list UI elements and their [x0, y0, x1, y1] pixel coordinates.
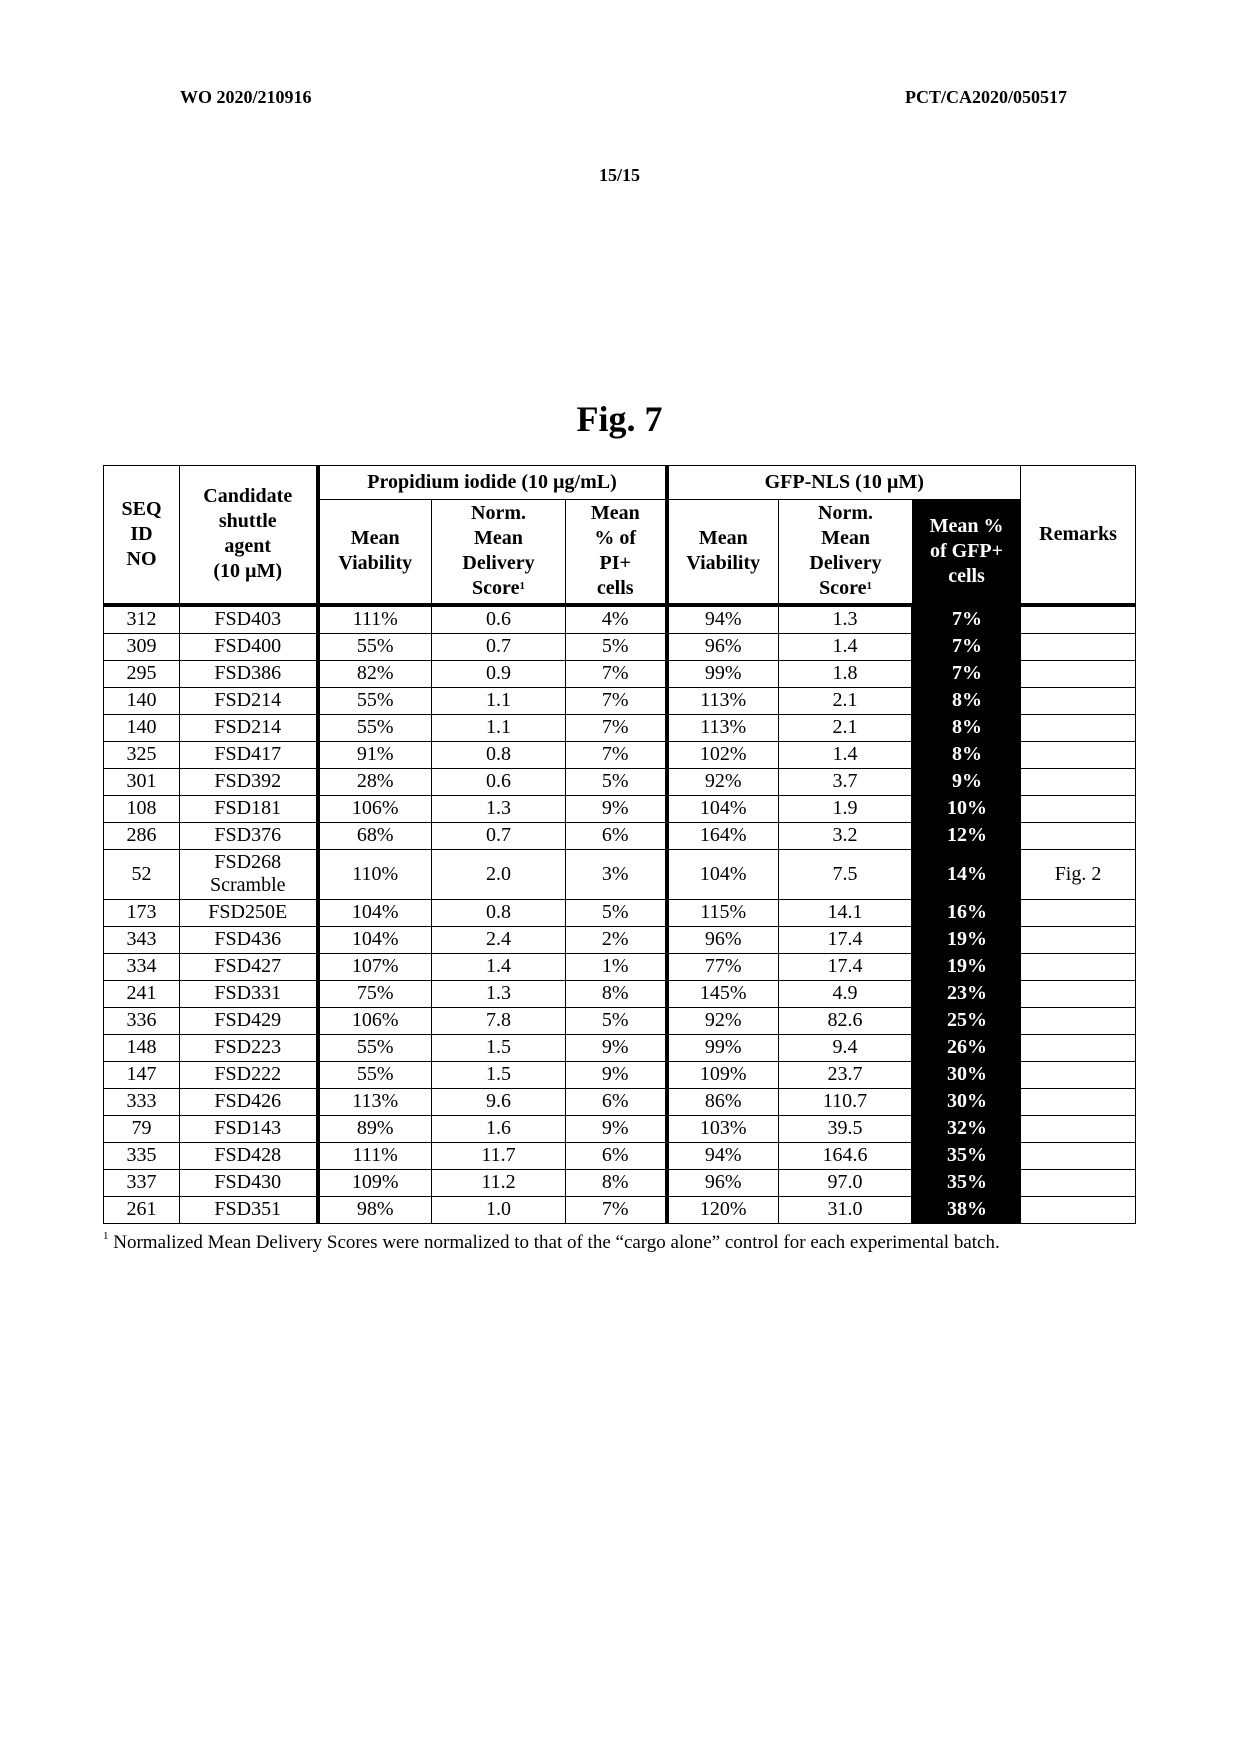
col-header-gfp-norm-score: [779, 500, 913, 605]
cell-seq-id: 309: [104, 633, 180, 660]
cell-pi-norm-score: 0.8: [432, 899, 566, 926]
cell-pi-mean-viability: 106%: [318, 795, 432, 822]
cell-agent: FSD351: [180, 1196, 318, 1223]
cell-pi-cells: 2%: [566, 926, 667, 953]
cell-pi-cells: 9%: [566, 1115, 667, 1142]
cell-gfp-norm-score: 3.2: [779, 822, 913, 849]
cell-gfp-mean-viability: 92%: [667, 768, 779, 795]
cell-pi-cells: 7%: [566, 1196, 667, 1223]
header-line: Mean: [350, 527, 400, 550]
cell-gfp-cells: 8%: [913, 741, 1021, 768]
header-line: Norm.: [471, 502, 526, 525]
cell-gfp-cells: 25%: [913, 1007, 1021, 1034]
cell-remarks: [1021, 1007, 1136, 1034]
header-line: Mean %: [929, 514, 1004, 537]
cell-pi-mean-viability: 107%: [318, 953, 432, 980]
col-header-gfp-mean-viability: [667, 500, 779, 605]
table-row: [104, 822, 1136, 849]
cell-gfp-cells: 32%: [913, 1115, 1021, 1142]
cell-gfp-norm-score: 1.8: [779, 660, 913, 687]
cell-gfp-mean-viability: 109%: [667, 1061, 779, 1088]
cell-pi-cells: 8%: [566, 1169, 667, 1196]
cell-gfp-cells: 35%: [913, 1142, 1021, 1169]
table-row: [104, 714, 1136, 741]
col-header-seq-line: ID: [130, 522, 153, 545]
cell-agent: FSD430: [180, 1169, 318, 1196]
cell-remarks: [1021, 899, 1136, 926]
cell-agent: FSD214: [180, 687, 318, 714]
cell-remarks: [1021, 1088, 1136, 1115]
table-row: [104, 795, 1136, 822]
cell-pi-cells: 6%: [566, 822, 667, 849]
cell-pi-mean-viability: 109%: [318, 1169, 432, 1196]
cell-pi-mean-viability: 55%: [318, 1034, 432, 1061]
cell-pi-cells: 5%: [566, 899, 667, 926]
cell-gfp-norm-score: 164.6: [779, 1142, 913, 1169]
cell-remarks: [1021, 1196, 1136, 1223]
cell-pi-mean-viability: 28%: [318, 768, 432, 795]
header-application-number: PCT/CA2020/050517: [905, 87, 1067, 107]
cell-pi-cells: 6%: [566, 1088, 667, 1115]
table-row: [104, 768, 1136, 795]
cell-seq-id: 261: [104, 1196, 180, 1223]
cell-pi-cells: 7%: [566, 660, 667, 687]
cell-gfp-cells: 7%: [913, 633, 1021, 660]
cell-gfp-cells: 8%: [913, 687, 1021, 714]
table-row: [104, 1061, 1136, 1088]
cell-seq-id: 173: [104, 899, 180, 926]
cell-remarks: [1021, 1142, 1136, 1169]
cell-pi-norm-score: 1.0: [432, 1196, 566, 1223]
cell-remarks: [1021, 714, 1136, 741]
cell-gfp-norm-score: 2.1: [779, 687, 913, 714]
table-row: [104, 1034, 1136, 1061]
cell-remarks: [1021, 1115, 1136, 1142]
cell-gfp-mean-viability: 113%: [667, 687, 779, 714]
cell-remarks: [1021, 953, 1136, 980]
cell-agent: FSD250E: [180, 899, 318, 926]
cell-pi-mean-viability: 55%: [318, 714, 432, 741]
cell-pi-mean-viability: 111%: [318, 1142, 432, 1169]
cell-remarks: Fig. 2: [1021, 849, 1136, 899]
cell-gfp-mean-viability: 96%: [667, 633, 779, 660]
cell-gfp-cells: 10%: [913, 795, 1021, 822]
cell-gfp-cells: 7%: [913, 605, 1021, 634]
col-header-agent-line: shuttle: [218, 510, 277, 533]
cell-gfp-cells: 12%: [913, 822, 1021, 849]
cell-pi-cells: 9%: [566, 1061, 667, 1088]
table-row: [104, 1142, 1136, 1169]
cell-agent: FSD428: [180, 1142, 318, 1169]
header-line: Mean: [698, 527, 748, 550]
cell-gfp-norm-score: 1.3: [779, 605, 913, 634]
cell-gfp-mean-viability: 103%: [667, 1115, 779, 1142]
cell-gfp-mean-viability: 96%: [667, 926, 779, 953]
header-line: [779, 576, 912, 601]
cell-pi-norm-score: 2.4: [432, 926, 566, 953]
cell-remarks: [1021, 605, 1136, 634]
cell-agent: FSD376: [180, 822, 318, 849]
cell-pi-mean-viability: 91%: [318, 741, 432, 768]
cell-agent: FSD436: [180, 926, 318, 953]
cell-pi-norm-score: 1.1: [432, 714, 566, 741]
cell-remarks: [1021, 980, 1136, 1007]
cell-agent: FSD143: [180, 1115, 318, 1142]
cell-gfp-mean-viability: 77%: [667, 953, 779, 980]
cell-agent: FSD417: [180, 741, 318, 768]
cell-pi-mean-viability: 55%: [318, 687, 432, 714]
header-publication-number: WO 2020/210916: [180, 87, 312, 107]
cell-remarks: [1021, 660, 1136, 687]
cell-seq-id: 79: [104, 1115, 180, 1142]
col-header-seq-line: SEQ: [121, 497, 162, 520]
header-line: % of: [594, 527, 637, 550]
cell-pi-norm-score: 9.6: [432, 1088, 566, 1115]
table-row: [104, 633, 1136, 660]
cell-seq-id: 337: [104, 1169, 180, 1196]
cell-pi-norm-score: 1.5: [432, 1034, 566, 1061]
header-line: Delivery: [462, 552, 535, 575]
cell-remarks: [1021, 633, 1136, 660]
cell-pi-norm-score: 1.6: [432, 1115, 566, 1142]
cell-pi-norm-score: 0.7: [432, 633, 566, 660]
footnote-text: Normalized Mean Delivery Scores were normalized to that of the “cargo alone” control for each experimental batch.: [108, 1232, 1000, 1253]
figure-title-text: Fig. 7: [576, 399, 663, 439]
header-line: PI+: [599, 552, 631, 575]
cell-pi-mean-viability: 55%: [318, 1061, 432, 1088]
header-line: of GFP+: [930, 539, 1004, 562]
cell-gfp-cells: 23%: [913, 980, 1021, 1007]
table-row: [104, 1007, 1136, 1034]
cell-agent: FSD214: [180, 714, 318, 741]
header-line: cells: [948, 564, 985, 587]
cell-gfp-norm-score: 97.0: [779, 1169, 913, 1196]
cell-pi-norm-score: 0.8: [432, 741, 566, 768]
cell-remarks: [1021, 1169, 1136, 1196]
data-table: [103, 465, 1136, 1224]
cell-gfp-mean-viability: 94%: [667, 1142, 779, 1169]
cell-pi-mean-viability: 82%: [318, 660, 432, 687]
header-line: cells: [596, 577, 634, 600]
col-header-pi-norm-score: [432, 500, 566, 605]
cell-pi-cells: 6%: [566, 1142, 667, 1169]
agent-line: Scramble: [209, 874, 286, 896]
cell-pi-mean-viability: 55%: [318, 633, 432, 660]
cell-seq-id: 335: [104, 1142, 180, 1169]
cell-gfp-norm-score: 17.4: [779, 926, 913, 953]
col-header-seq-id: [104, 466, 180, 605]
cell-agent: FSD223: [180, 1034, 318, 1061]
cell-agent: FSD181: [180, 795, 318, 822]
cell-pi-mean-viability: 104%: [318, 926, 432, 953]
cell-seq-id: 147: [104, 1061, 180, 1088]
cell-gfp-mean-viability: 94%: [667, 605, 779, 634]
cell-gfp-mean-viability: 102%: [667, 741, 779, 768]
cell-gfp-norm-score: 110.7: [779, 1088, 913, 1115]
cell-gfp-cells: 30%: [913, 1061, 1021, 1088]
cell-pi-mean-viability: 104%: [318, 899, 432, 926]
cell-seq-id: 140: [104, 714, 180, 741]
cell-pi-cells: 9%: [566, 1034, 667, 1061]
cell-gfp-mean-viability: 113%: [667, 714, 779, 741]
col-header-pi-cells: [566, 500, 667, 605]
cell-agent: FSD222: [180, 1061, 318, 1088]
cell-pi-cells: 4%: [566, 605, 667, 634]
cell-pi-norm-score: 1.4: [432, 953, 566, 980]
cell-seq-id: 108: [104, 795, 180, 822]
cell-gfp-mean-viability: 86%: [667, 1088, 779, 1115]
cell-pi-norm-score: 2.0: [432, 849, 566, 899]
col-header-pi-mean-viability: [318, 500, 432, 605]
cell-pi-cells: 7%: [566, 687, 667, 714]
cell-pi-norm-score: 1.5: [432, 1061, 566, 1088]
col-header-remarks: Remarks: [1021, 466, 1136, 605]
footnote: [103, 1232, 1143, 1254]
header-line: Norm.: [818, 502, 873, 525]
cell-gfp-norm-score: 1.4: [779, 633, 913, 660]
group-header-propidium-iodide: Propidium iodide (10 µg/mL): [318, 466, 667, 500]
header-score-word: Score: [819, 577, 867, 600]
header-line: Viability: [686, 552, 761, 575]
cell-remarks: [1021, 768, 1136, 795]
figure-title: [0, 398, 1239, 440]
cell-remarks: [1021, 795, 1136, 822]
col-header-agent-line: Candidate: [203, 485, 293, 508]
header-line: Mean: [821, 527, 870, 550]
group-header-gfp-nls: GFP-NLS (10 µM): [667, 466, 1021, 500]
cell-pi-mean-viability: 111%: [318, 605, 432, 634]
table-row: [104, 741, 1136, 768]
cell-agent: FSD400: [180, 633, 318, 660]
cell-agent: FSD426: [180, 1088, 318, 1115]
table-row: [104, 849, 1136, 899]
cell-gfp-cells: 35%: [913, 1169, 1021, 1196]
header-line: Viability: [338, 552, 413, 575]
table-row: [104, 926, 1136, 953]
cell-seq-id: 286: [104, 822, 180, 849]
cell-gfp-norm-score: 1.9: [779, 795, 913, 822]
cell-pi-norm-score: 0.6: [432, 768, 566, 795]
table-row: [104, 1115, 1136, 1142]
cell-remarks: [1021, 822, 1136, 849]
cell-agent: FSD427: [180, 953, 318, 980]
cell-gfp-cells: 9%: [913, 768, 1021, 795]
cell-pi-cells: 9%: [566, 795, 667, 822]
cell-seq-id: 241: [104, 980, 180, 1007]
footnote-marker: 1: [519, 580, 525, 593]
footnote-marker: 1: [866, 580, 872, 593]
cell-gfp-mean-viability: 104%: [667, 795, 779, 822]
cell-remarks: [1021, 687, 1136, 714]
header-line: [432, 576, 565, 601]
table-row: [104, 605, 1136, 634]
cell-agent: FSD429: [180, 1007, 318, 1034]
cell-gfp-norm-score: 31.0: [779, 1196, 913, 1223]
cell-pi-norm-score: 0.7: [432, 822, 566, 849]
header-line: Delivery: [809, 552, 882, 575]
cell-remarks: [1021, 926, 1136, 953]
cell-gfp-norm-score: 4.9: [779, 980, 913, 1007]
table-row: [104, 899, 1136, 926]
page-number: 15/15: [598, 165, 640, 185]
agent-line: FSD268: [214, 851, 282, 873]
cell-seq-id: 336: [104, 1007, 180, 1034]
cell-gfp-cells: 26%: [913, 1034, 1021, 1061]
cell-gfp-mean-viability: 99%: [667, 660, 779, 687]
col-header-agent-line: (10 µM): [213, 560, 283, 583]
cell-seq-id: 295: [104, 660, 180, 687]
cell-agent: FSD403: [180, 605, 318, 634]
cell-pi-mean-viability: 98%: [318, 1196, 432, 1223]
cell-seq-id: 148: [104, 1034, 180, 1061]
cell-gfp-norm-score: 82.6: [779, 1007, 913, 1034]
cell-gfp-norm-score: 17.4: [779, 953, 913, 980]
cell-pi-norm-score: 7.8: [432, 1007, 566, 1034]
table-row: [104, 1169, 1136, 1196]
cell-pi-cells: 5%: [566, 768, 667, 795]
cell-gfp-mean-viability: 115%: [667, 899, 779, 926]
cell-gfp-norm-score: 23.7: [779, 1061, 913, 1088]
col-header-agent-line: agent: [224, 535, 272, 558]
cell-gfp-cells: 38%: [913, 1196, 1021, 1223]
cell-seq-id: 312: [104, 605, 180, 634]
cell-gfp-mean-viability: 120%: [667, 1196, 779, 1223]
cell-pi-mean-viability: 110%: [318, 849, 432, 899]
cell-pi-mean-viability: 89%: [318, 1115, 432, 1142]
table-row: [104, 660, 1136, 687]
cell-gfp-mean-viability: 99%: [667, 1034, 779, 1061]
cell-remarks: [1021, 741, 1136, 768]
cell-gfp-mean-viability: 145%: [667, 980, 779, 1007]
table-row: [104, 980, 1136, 1007]
header-line: Mean: [590, 502, 640, 525]
cell-gfp-cells: 30%: [913, 1088, 1021, 1115]
cell-seq-id: 325: [104, 741, 180, 768]
cell-gfp-norm-score: 14.1: [779, 899, 913, 926]
cell-pi-norm-score: 1.3: [432, 980, 566, 1007]
cell-pi-cells: 1%: [566, 953, 667, 980]
cell-pi-mean-viability: 113%: [318, 1088, 432, 1115]
cell-pi-norm-score: 1.1: [432, 687, 566, 714]
cell-agent: FSD386: [180, 660, 318, 687]
cell-gfp-cells: 19%: [913, 953, 1021, 980]
cell-pi-norm-score: 0.6: [432, 605, 566, 634]
cell-gfp-norm-score: 9.4: [779, 1034, 913, 1061]
cell-gfp-norm-score: 1.4: [779, 741, 913, 768]
cell-pi-norm-score: 11.2: [432, 1169, 566, 1196]
cell-seq-id: 140: [104, 687, 180, 714]
cell-gfp-cells: 7%: [913, 660, 1021, 687]
table-body: [104, 605, 1136, 1224]
cell-gfp-mean-viability: 104%: [667, 849, 779, 899]
cell-gfp-cells: 14%: [913, 849, 1021, 899]
cell-pi-mean-viability: 75%: [318, 980, 432, 1007]
cell-gfp-norm-score: 39.5: [779, 1115, 913, 1142]
cell-agent: [180, 849, 318, 899]
cell-gfp-norm-score: 3.7: [779, 768, 913, 795]
cell-gfp-cells: 8%: [913, 714, 1021, 741]
cell-pi-cells: 3%: [566, 849, 667, 899]
cell-seq-id: 333: [104, 1088, 180, 1115]
cell-gfp-cells: 16%: [913, 899, 1021, 926]
cell-gfp-norm-score: 7.5: [779, 849, 913, 899]
cell-pi-cells: 7%: [566, 714, 667, 741]
cell-agent: FSD392: [180, 768, 318, 795]
table-row: [104, 1088, 1136, 1115]
cell-gfp-mean-viability: 92%: [667, 1007, 779, 1034]
col-header-seq-line: NO: [126, 547, 157, 570]
cell-pi-mean-viability: 106%: [318, 1007, 432, 1034]
cell-seq-id: 334: [104, 953, 180, 980]
cell-pi-cells: 5%: [566, 1007, 667, 1034]
col-header-gfp-cells: [913, 500, 1021, 605]
cell-seq-id: 52: [104, 849, 180, 899]
footnote-number: 1: [103, 1230, 109, 1242]
col-header-agent: [180, 466, 318, 605]
header-line: Mean: [474, 527, 523, 550]
cell-agent: FSD331: [180, 980, 318, 1007]
cell-pi-cells: 7%: [566, 741, 667, 768]
header-score-word: Score: [472, 577, 520, 600]
cell-gfp-mean-viability: 96%: [667, 1169, 779, 1196]
cell-gfp-mean-viability: 164%: [667, 822, 779, 849]
table-row: [104, 953, 1136, 980]
cell-seq-id: 301: [104, 768, 180, 795]
cell-remarks: [1021, 1034, 1136, 1061]
table-row: [104, 1196, 1136, 1223]
cell-pi-norm-score: 1.3: [432, 795, 566, 822]
cell-remarks: [1021, 1061, 1136, 1088]
cell-pi-cells: 5%: [566, 633, 667, 660]
cell-pi-norm-score: 0.9: [432, 660, 566, 687]
cell-seq-id: 343: [104, 926, 180, 953]
cell-gfp-cells: 19%: [913, 926, 1021, 953]
cell-gfp-norm-score: 2.1: [779, 714, 913, 741]
cell-pi-norm-score: 11.7: [432, 1142, 566, 1169]
cell-pi-mean-viability: 68%: [318, 822, 432, 849]
cell-pi-cells: 8%: [566, 980, 667, 1007]
table-row: [104, 687, 1136, 714]
